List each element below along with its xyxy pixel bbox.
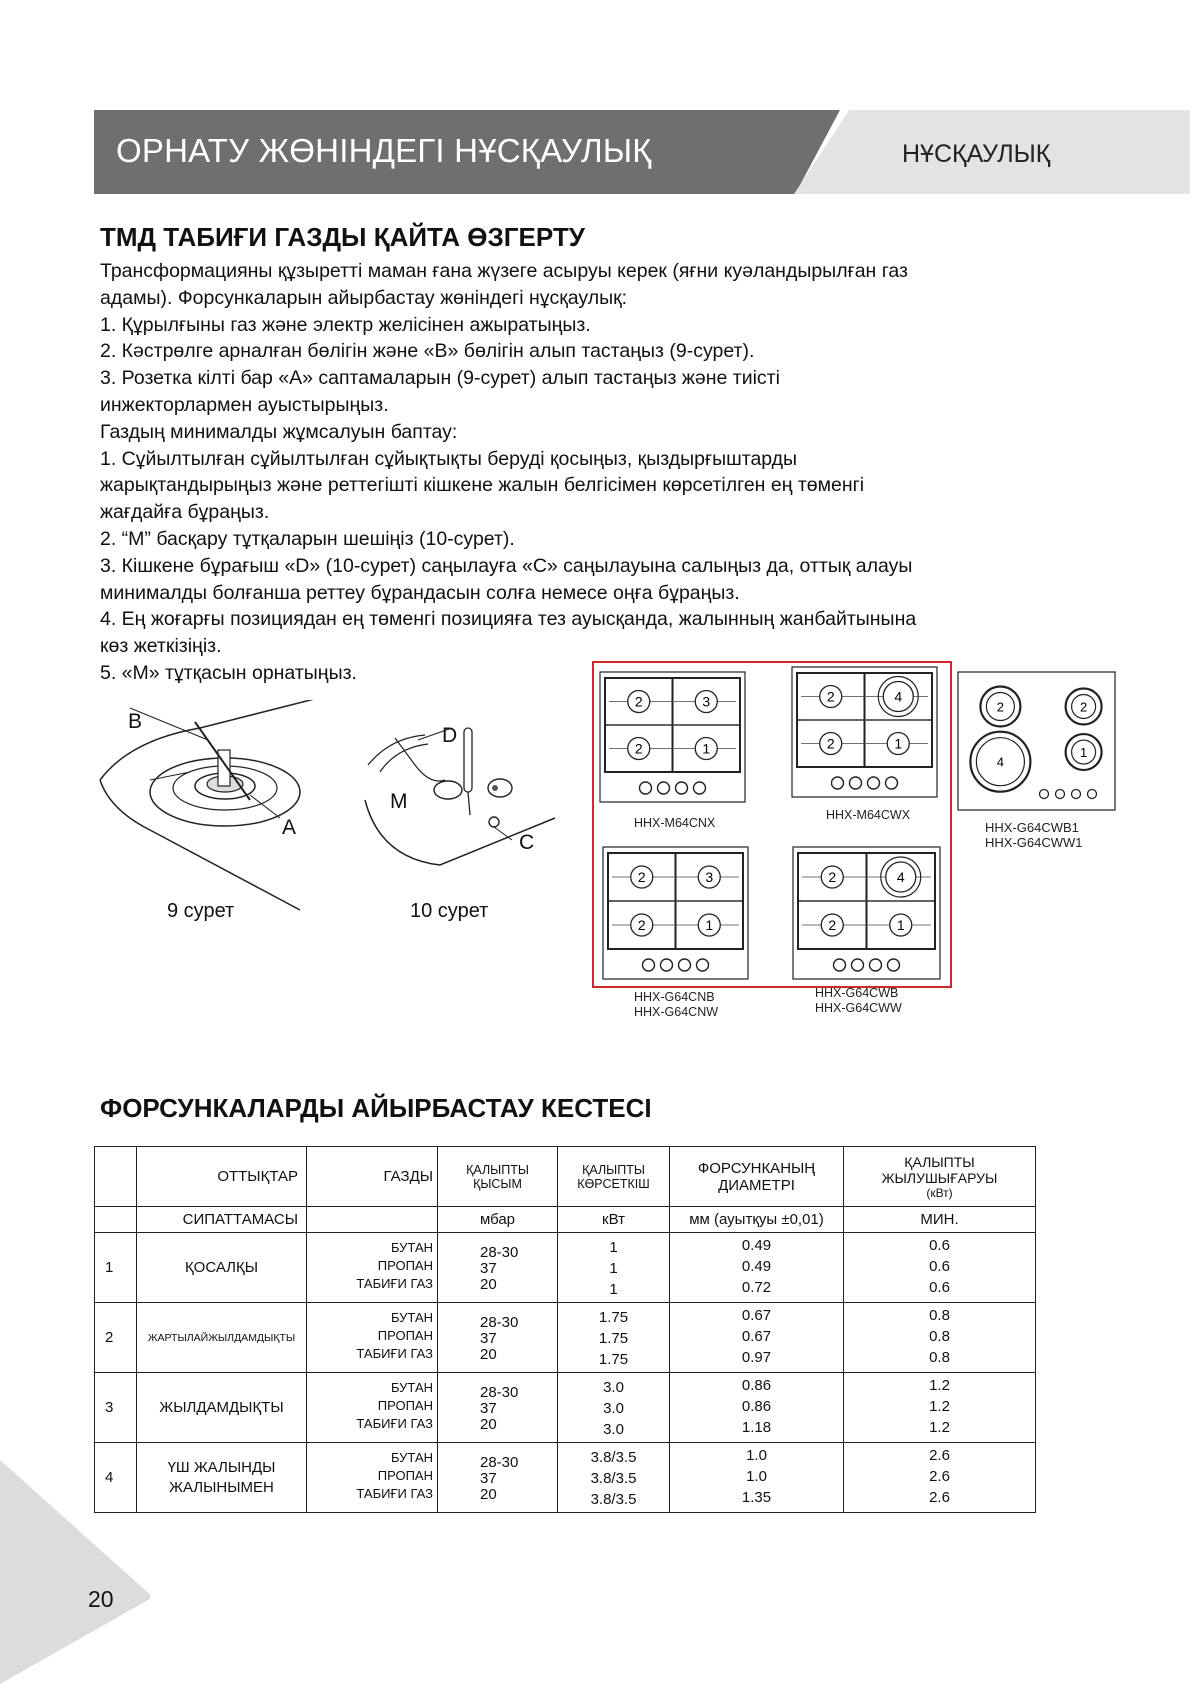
control-knob bbox=[694, 782, 706, 794]
heat-value: 0.8 bbox=[929, 1307, 950, 1324]
model-label-1: HHX-M64CNX bbox=[634, 816, 716, 830]
pressure-value: 37 bbox=[480, 1260, 497, 1277]
control-knob bbox=[1056, 790, 1065, 799]
diameter-value: 1.0 bbox=[746, 1447, 767, 1464]
model-label-3: HHX-G64CWB1 HHX-G64CWW1 bbox=[985, 820, 1083, 850]
pressure-values bbox=[438, 1373, 558, 1443]
heat-value: 0.6 bbox=[929, 1258, 950, 1275]
burner-name: ҮШ ЖАЛЫНДЫ ЖАЛЫНЫМЕН bbox=[137, 1443, 307, 1513]
instruction-line: 3. Розетка кілті бар «А» саптамаларын (9-сурет) алып тастаңыз және тиісті bbox=[100, 367, 780, 390]
pressure-value: 28-30 bbox=[480, 1314, 519, 1331]
burner-number: 2 bbox=[637, 869, 646, 885]
power-value: 1.75 bbox=[598, 1330, 629, 1347]
power-value: 1 bbox=[609, 1239, 618, 1256]
gases-value: БУТАН bbox=[390, 1450, 433, 1465]
pressure-value: 28-30 bbox=[480, 1454, 519, 1471]
header-burners: ОТТЫҚТАР bbox=[137, 1147, 307, 1207]
control-knob bbox=[1072, 790, 1081, 799]
burner-number: 4 bbox=[896, 869, 905, 885]
diameter-values bbox=[670, 1303, 844, 1373]
model-label-4: HHX-G64CNB HHX-G64CNW bbox=[634, 990, 719, 1019]
burner-number: 4 bbox=[894, 688, 903, 705]
instruction-line: көз жеткізіңіз. bbox=[100, 635, 222, 658]
power-value: 3.8/3.5 bbox=[590, 1470, 637, 1487]
model-label-2: HHX-M64CWX bbox=[826, 808, 911, 822]
burner-number: 2 bbox=[996, 699, 1005, 715]
burner-name: ЖАРТЫЛАЙЖЫЛДАМДЫҚТЫ bbox=[137, 1303, 307, 1373]
injector-table bbox=[94, 1146, 1036, 1513]
instruction-line: 4. Ең жоғарғы позициядан ең төменгі позицияға тез ауысқанда, жалынның жанбайтынына bbox=[100, 608, 917, 631]
table-row bbox=[95, 1443, 1036, 1513]
instruction-line: адамы). Форсункаларын айырбастау жөніндегі нұсқаулық: bbox=[100, 286, 628, 309]
control-knob bbox=[870, 959, 882, 971]
control-knob bbox=[697, 959, 709, 971]
gas-types bbox=[307, 1373, 438, 1443]
diameter-value: 0.49 bbox=[741, 1258, 772, 1275]
pressure-values bbox=[438, 1233, 558, 1303]
power-value: 1 bbox=[609, 1281, 618, 1298]
figure-9-label-b: B bbox=[128, 710, 143, 733]
table-header-row bbox=[95, 1147, 1036, 1207]
control-knob bbox=[643, 959, 655, 971]
figure-9-caption: 9 сурет bbox=[167, 900, 235, 922]
burner-number: 2 bbox=[634, 693, 643, 710]
power-value: 3.0 bbox=[603, 1421, 624, 1438]
row-number: 4 bbox=[95, 1443, 137, 1513]
power-values bbox=[558, 1373, 670, 1443]
table-row bbox=[95, 1233, 1036, 1303]
instruction-line: 5. «M» тұтқасын орнатыңыз. bbox=[100, 661, 357, 684]
subheader-indicator-unit: кВт bbox=[558, 1207, 670, 1233]
heat-value: 2.6 bbox=[929, 1447, 950, 1464]
power-value: 3.8/3.5 bbox=[590, 1449, 637, 1466]
diameter-value: 0.72 bbox=[741, 1279, 772, 1296]
page-number: 20 bbox=[88, 1586, 114, 1612]
burner-number: 2 bbox=[826, 688, 835, 705]
header-pressure: ҚАЛЫПТЫ ҚЫСЫМ bbox=[438, 1147, 558, 1207]
power-values bbox=[558, 1233, 670, 1303]
diameter-value: 0.97 bbox=[741, 1349, 772, 1366]
heat-values bbox=[844, 1373, 1036, 1443]
gases-value: ПРОПАН bbox=[377, 1328, 433, 1343]
heat-value: 0.6 bbox=[929, 1237, 950, 1254]
gases-value: ПРОПАН bbox=[377, 1258, 433, 1273]
header-diameter: ФОРСУНКАНЫҢ ДИАМЕТРІ bbox=[670, 1147, 844, 1207]
power-value: 1.75 bbox=[598, 1309, 629, 1326]
pressure-values bbox=[438, 1303, 558, 1373]
instruction-line: 3. Кішкене бұрағыш «D» (10-сурет) саңылауға «C» саңылауына салыңыз да, оттық алауы bbox=[100, 554, 913, 577]
burner-number: 1 bbox=[896, 917, 905, 933]
heat-value: 1.2 bbox=[929, 1398, 950, 1415]
gases-value: ПРОПАН bbox=[377, 1398, 433, 1413]
heat-value: 0.6 bbox=[929, 1279, 950, 1296]
diameter-value: 1.18 bbox=[741, 1419, 772, 1436]
control-knob bbox=[661, 959, 673, 971]
diameter-values bbox=[670, 1373, 844, 1443]
pressure-values bbox=[438, 1443, 558, 1513]
section-heading-conversion: ТМД ТАБИҒИ ГАЗДЫ ҚАЙТА ӨЗГЕРТУ bbox=[100, 222, 585, 252]
subheader-heat-unit: МИН. bbox=[844, 1207, 1036, 1233]
subheader-pressure-unit: мбар bbox=[438, 1207, 558, 1233]
power-value: 3.0 bbox=[603, 1379, 624, 1396]
heat-values bbox=[844, 1233, 1036, 1303]
diameter-values bbox=[670, 1443, 844, 1513]
power-value: 1 bbox=[609, 1260, 618, 1277]
control-knob bbox=[1040, 790, 1049, 799]
burner-number: 1 bbox=[705, 917, 714, 933]
control-knob bbox=[888, 959, 900, 971]
header-indicator: ҚАЛЫПТЫ КӨРСЕТКІШ bbox=[558, 1147, 670, 1207]
control-knob bbox=[658, 782, 670, 794]
diameter-values bbox=[670, 1233, 844, 1303]
burner-number: 1 bbox=[702, 740, 711, 757]
burner-name: ҚОСАЛҚЫ bbox=[137, 1233, 307, 1303]
gases-value: БУТАН bbox=[390, 1380, 433, 1395]
figure-10-label-m: M bbox=[390, 790, 408, 813]
page-title: ОРНАТУ ЖӨНІНДЕГІ НҰСҚАУЛЫҚ bbox=[116, 132, 652, 169]
power-values bbox=[558, 1443, 670, 1513]
diameter-value: 1.35 bbox=[741, 1489, 772, 1506]
row-number: 2 bbox=[95, 1303, 137, 1373]
power-value: 3.0 bbox=[603, 1400, 624, 1417]
burner-number: 2 bbox=[637, 917, 646, 933]
burner-number: 1 bbox=[894, 735, 903, 752]
diameter-value: 0.86 bbox=[741, 1377, 772, 1394]
table-row bbox=[95, 1373, 1036, 1443]
power-values bbox=[558, 1303, 670, 1373]
instruction-line: жағдайға бұраңыз. bbox=[100, 501, 270, 524]
subheader-diameter-unit: мм (ауытқуы ±0,01) bbox=[670, 1207, 844, 1233]
row-number: 3 bbox=[95, 1373, 137, 1443]
row-number: 1 bbox=[95, 1233, 137, 1303]
control-knob bbox=[852, 959, 864, 971]
control-knob bbox=[868, 777, 880, 789]
gas-types bbox=[307, 1303, 438, 1373]
header-gas: ГАЗДЫ bbox=[307, 1147, 438, 1207]
gases-value: ТАБИҒИ ГАЗ bbox=[356, 1346, 433, 1361]
diameter-value: 0.49 bbox=[741, 1237, 772, 1254]
header-heat: ҚАЛЫПТЫ ЖЫЛУШЫҒАРУЫ (кВт) bbox=[844, 1147, 1036, 1207]
heat-value: 0.8 bbox=[929, 1328, 950, 1345]
table-row bbox=[95, 1303, 1036, 1373]
burner-number: 3 bbox=[702, 693, 711, 710]
control-knob bbox=[850, 777, 862, 789]
burner-number: 3 bbox=[705, 869, 714, 885]
burner-number: 2 bbox=[826, 735, 835, 752]
instruction-line: минималды болғанша реттеу бұрандасын солға немесе оңға бұраңыз. bbox=[100, 581, 740, 604]
pressure-value: 20 bbox=[480, 1416, 497, 1433]
instruction-line: Газдың минималды жұмсалуын баптау: bbox=[100, 420, 458, 443]
figure-9-label-a: A bbox=[282, 816, 297, 839]
burner-number: 2 bbox=[1079, 699, 1088, 715]
control-knob bbox=[832, 777, 844, 789]
instruction-line: 1. Құрылғыны газ және электр желісінен ажыратыңыз. bbox=[100, 313, 591, 336]
figure-10-label-d: D bbox=[442, 724, 458, 747]
instruction-line: жарықтандырыңыз және реттегішті кішкене жалын белгісімен көрсетілген ең төменгі bbox=[100, 474, 865, 497]
instruction-line: 1. Сұйылтылған сұйылтылған сұйықтықты беруді қосыңыз, қыздырғыштарды bbox=[100, 447, 798, 470]
burner-number: 2 bbox=[634, 740, 643, 757]
instruction-line: 2. Кәстрөлге арналған бөлігін және «В» бөлігін алып тастаңыз (9-сурет). bbox=[100, 340, 755, 363]
instruction-line: инжекторлармен ауыстырыңыз. bbox=[100, 393, 389, 416]
pressure-value: 37 bbox=[480, 1330, 497, 1347]
gas-types bbox=[307, 1443, 438, 1513]
gases-value: БУТАН bbox=[390, 1240, 433, 1255]
power-value: 3.8/3.5 bbox=[590, 1491, 637, 1508]
pressure-value: 37 bbox=[480, 1470, 497, 1487]
heat-value: 1.2 bbox=[929, 1419, 950, 1436]
burner-number: 2 bbox=[828, 869, 837, 885]
control-knob bbox=[676, 782, 688, 794]
heat-value: 2.6 bbox=[929, 1489, 950, 1506]
burner-number: 2 bbox=[828, 917, 837, 933]
model-label-5: HHX-G64CWB HHX-G64CWW bbox=[815, 986, 902, 1015]
control-knob bbox=[1088, 790, 1097, 799]
pressure-value: 28-30 bbox=[480, 1244, 519, 1261]
heat-value: 1.2 bbox=[929, 1377, 950, 1394]
pressure-value: 20 bbox=[480, 1346, 497, 1363]
instruction-line: 2. “M” басқару тұтқаларын шешіңіз (10-сурет). bbox=[100, 527, 515, 550]
subheader-description: СИПАТТАМАСЫ bbox=[137, 1207, 307, 1233]
gas-types bbox=[307, 1233, 438, 1303]
gases-value: ТАБИҒИ ГАЗ bbox=[356, 1486, 433, 1501]
heat-values bbox=[844, 1303, 1036, 1373]
control-knob bbox=[679, 959, 691, 971]
pressure-value: 37 bbox=[480, 1400, 497, 1417]
pressure-value: 28-30 bbox=[480, 1384, 519, 1401]
diameter-value: 0.67 bbox=[741, 1307, 772, 1324]
pressure-value: 20 bbox=[480, 1276, 497, 1293]
heat-values bbox=[844, 1443, 1036, 1513]
gases-value: ТАБИҒИ ГАЗ bbox=[356, 1276, 433, 1291]
burner-number: 1 bbox=[1079, 745, 1088, 761]
diameter-value: 1.0 bbox=[746, 1468, 767, 1485]
control-knob bbox=[834, 959, 846, 971]
table-subheader-row bbox=[95, 1207, 1036, 1233]
control-knob bbox=[886, 777, 898, 789]
burner-name: ЖЫЛДАМДЫҚТЫ bbox=[137, 1373, 307, 1443]
diameter-value: 0.86 bbox=[741, 1398, 772, 1415]
diameter-value: 0.67 bbox=[741, 1328, 772, 1345]
figure-10-label-c: C bbox=[519, 831, 535, 854]
header-tab-label: НҰСҚАУЛЫҚ bbox=[902, 140, 1051, 168]
gases-value: БУТАН bbox=[390, 1310, 433, 1325]
instruction-line: Трансформацияны құзыретті маман ғана жүзеге асыруы керек (яғни куәландырылған газ bbox=[100, 260, 908, 282]
heat-value: 2.6 bbox=[929, 1468, 950, 1485]
power-value: 1.75 bbox=[598, 1351, 629, 1368]
gases-value: ТАБИҒИ ГАЗ bbox=[356, 1416, 433, 1431]
gases-value: ПРОПАН bbox=[377, 1468, 433, 1483]
heat-value: 0.8 bbox=[929, 1349, 950, 1366]
burner-number: 4 bbox=[996, 754, 1005, 770]
section-heading-injector-table: ФОРСУНКАЛАРДЫ АЙЫРБАСТАУ КЕСТЕСІ bbox=[100, 1093, 652, 1123]
control-knob bbox=[640, 782, 652, 794]
pressure-value: 20 bbox=[480, 1486, 497, 1503]
figure-10-caption: 10 сурет bbox=[410, 900, 489, 922]
